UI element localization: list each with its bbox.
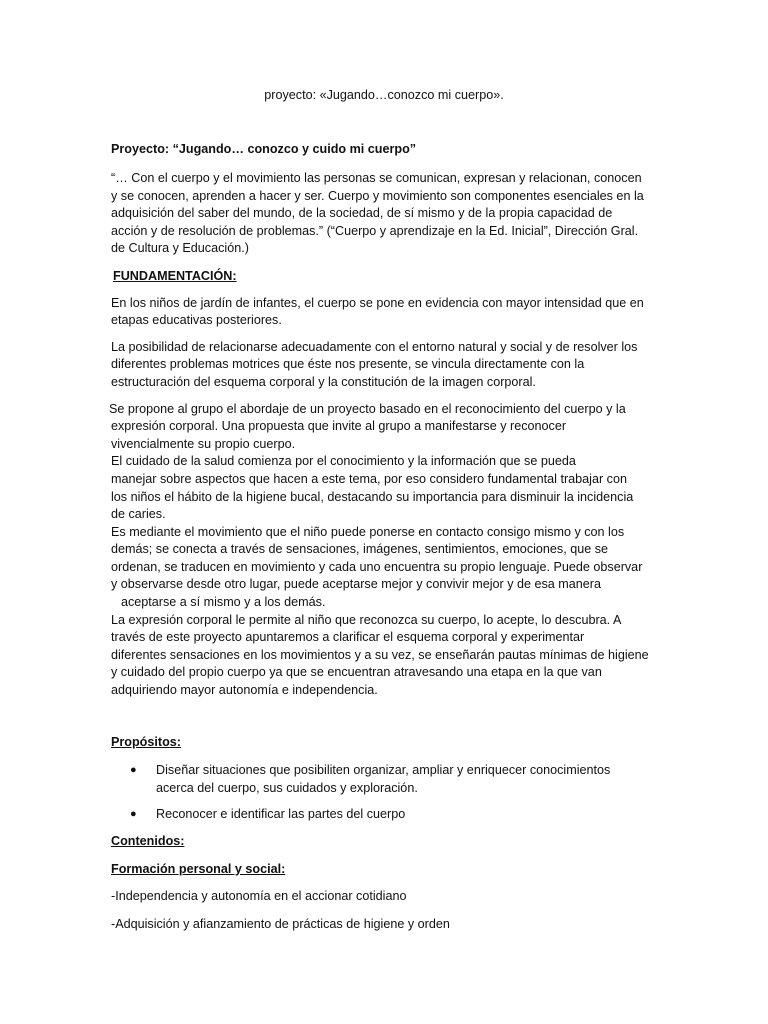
paragraph-line: ordenan, se traducen en movimiento y cada uno encuentra su propio lenguaje. Puede observar xyxy=(111,559,643,574)
propositos-heading: Propósitos: xyxy=(111,734,181,749)
paragraph-line: demás; se conecta a través de sensaciones, imágenes, sentimientos, emociones, que se xyxy=(111,542,609,557)
list-item-line: acerca del cuerpo, sus cuidados y exploración. xyxy=(156,780,418,795)
list-item xyxy=(111,762,659,797)
quote-line: acción y de resolución de problemas.” (“Cuerpo y aprendizaje en la Ed. Inicial”, Dirección Gral. xyxy=(111,223,639,238)
document-body xyxy=(111,141,659,943)
fundamentacion-heading: FUNDAMENTACIÓN: xyxy=(113,268,237,283)
paragraph-line: Se propone al grupo el abordaje de un proyecto basado en el reconocimiento del cuerpo y la xyxy=(109,401,626,416)
paragraph-line: Es mediante el movimiento que el niño puede ponerse en contacto consigo mismo y con los xyxy=(111,524,625,539)
paragraph-line: de caries. xyxy=(111,507,166,522)
fundamentacion-paragraph-3 xyxy=(109,401,659,700)
paragraph-line: La expresión corporal le permite al niño que reconozca su cuerpo, lo acepte, lo descubra. A xyxy=(111,612,622,627)
paragraph-line: los niños el hábito de la higiene bucal, destacando su importancia para disminuir la incidencia xyxy=(111,489,634,504)
list-item-line: Diseñar situaciones que posibiliten organizar, ampliar y enriquecer conocimientos xyxy=(156,763,611,778)
paragraph-line: manejar sobre aspectos que hacen a este tema, por eso considero fundamental trabajar con xyxy=(111,471,627,486)
contenido-item: -Independencia y autonomía en el accionar cotidiano xyxy=(111,889,407,904)
quote-line: y se conocen, aprenden a hacer y ser. Cuerpo y movimiento son componentes esenciales en la xyxy=(111,188,644,203)
paragraph-line: estructuración del esquema corporal y la constitución de la imagen corporal. xyxy=(111,374,536,389)
contenidos-heading: Contenidos: xyxy=(111,834,185,848)
paragraph-line: La posibilidad de relacionarse adecuadamente con el entorno natural y social y de resolver los xyxy=(111,339,638,354)
paragraph-line: través de este proyecto apuntaremos a clarificar el esquema corporal y experimentar xyxy=(111,630,585,645)
intro-quote xyxy=(111,170,659,258)
propositos-list xyxy=(111,762,659,824)
formacion-subheading: Formación personal y social: xyxy=(111,861,286,876)
paragraph-line: expresión corporal. Una propuesta que invite al grupo a manifestarse y reconocer xyxy=(111,419,567,434)
fundamentacion-paragraph-1 xyxy=(111,295,659,330)
contenido-item: -Adquisición y afianzamiento de prácticas de higiene y orden xyxy=(111,916,450,931)
paragraph-line: En los niños de jardín de infantes, el cuerpo se pone en evidencia con mayor intensidad que en xyxy=(111,295,644,310)
quote-line: “… Con el cuerpo y el movimiento las personas se comunican, expresan y relacionan, conocen xyxy=(111,171,642,185)
bullet-icon: ● xyxy=(130,808,137,821)
document-header-title: proyecto: «Jugando…conozco mi cuerpo». xyxy=(264,88,504,102)
paragraph-line: diferentes sensaciones en los movimientos y a su vez, se enseñarán pautas mínimas de higiene xyxy=(111,647,649,662)
quote-line: adquisición del saber del mundo, de la sociedad, de sí mismo y de la propia capacidad de xyxy=(111,206,613,221)
quote-line: de Cultura y Educación.) xyxy=(111,241,249,256)
list-item xyxy=(111,806,659,824)
list-item-line: Reconocer e identificar las partes del cuerpo xyxy=(156,807,406,822)
paragraph-line: aceptarse a sí mismo y a los demás. xyxy=(121,595,326,610)
paragraph-line: y observarse desde otro lugar, puede aceptarse mejor y convivir mejor y de esa manera xyxy=(111,577,602,592)
fundamentacion-paragraph-2 xyxy=(111,339,659,392)
paragraph-line: diferentes problemas motrices que éste nos presente, se vincula directamente con la xyxy=(111,357,585,372)
paragraph-line: vivencialmente su propio cuerpo. xyxy=(111,436,296,451)
paragraph-line: etapas educativas posteriores. xyxy=(111,313,282,328)
paragraph-line: adquiriendo mayor autonomía e independencia. xyxy=(111,683,378,698)
bullet-icon: ● xyxy=(130,764,137,777)
paragraph-line: y cuidado del propio cuerpo ya que se encuentran atravesando una etapa en la que van xyxy=(111,665,602,680)
project-title: Proyecto: “Jugando… conozco y cuido mi cuerpo” xyxy=(111,142,417,156)
paragraph-line: El cuidado de la salud comienza por el conocimiento y la información que se pueda xyxy=(111,454,576,469)
